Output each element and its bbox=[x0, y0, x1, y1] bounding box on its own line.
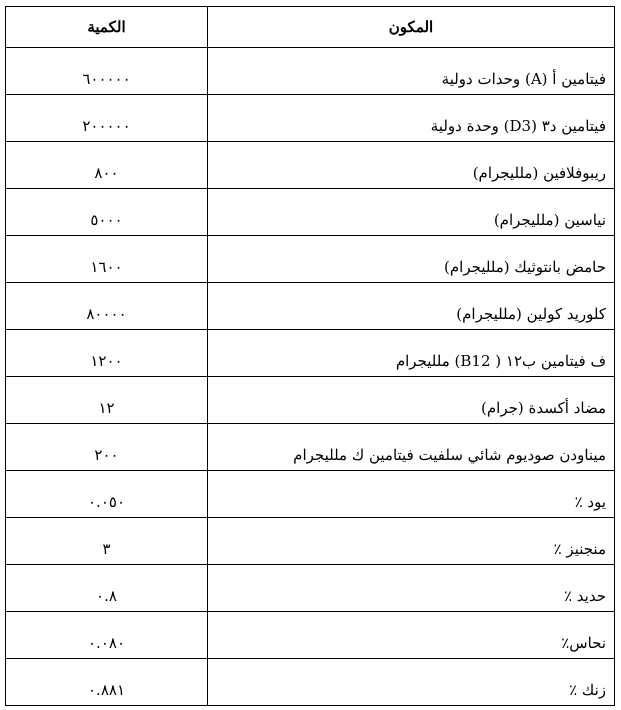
quantity-column-header: الكمية bbox=[6, 7, 208, 48]
quantity-cell: ٨٠٠٠٠ bbox=[6, 283, 208, 330]
quantity-cell: ١٢ bbox=[6, 377, 208, 424]
component-cell: حديد ٪ bbox=[208, 565, 615, 612]
quantity-cell: ٢٠٠ bbox=[6, 424, 208, 471]
header-row bbox=[6, 7, 615, 48]
table-row bbox=[6, 612, 615, 659]
component-cell: فيتامين د٣ (D3) وحدة دولية bbox=[208, 95, 615, 142]
table-row bbox=[6, 377, 615, 424]
quantity-cell: ٨٠٠ bbox=[6, 142, 208, 189]
table-body bbox=[6, 48, 615, 706]
table-header bbox=[6, 7, 615, 48]
component-cell: نحاس٪ bbox=[208, 612, 615, 659]
component-cell: فيتامين أ (A) وحدات دولية bbox=[208, 48, 615, 95]
quantity-cell: ١٢٠٠ bbox=[6, 330, 208, 377]
table-row bbox=[6, 471, 615, 518]
table-row bbox=[6, 236, 615, 283]
table-row bbox=[6, 283, 615, 330]
quantity-cell: ٢٠٠٠٠٠ bbox=[6, 95, 208, 142]
quantity-cell: ٥٠٠٠ bbox=[6, 189, 208, 236]
quantity-cell: ٠.٠٥٠ bbox=[6, 471, 208, 518]
component-cell: ريبوفلافين (ملليجرام) bbox=[208, 142, 615, 189]
quantity-cell: ٦٠٠٠٠٠ bbox=[6, 48, 208, 95]
component-cell: يود ٪ bbox=[208, 471, 615, 518]
component-cell: منجنيز ٪ bbox=[208, 518, 615, 565]
table-row bbox=[6, 565, 615, 612]
quantity-cell: ٣ bbox=[6, 518, 208, 565]
component-cell: نياسين (ملليجرام) bbox=[208, 189, 615, 236]
component-cell: زنك ٪ bbox=[208, 659, 615, 706]
component-cell: حامض بانتوثيك (ملليجرام) bbox=[208, 236, 615, 283]
table-row bbox=[6, 659, 615, 706]
component-cell: مضاد أكسدة (جرام) bbox=[208, 377, 615, 424]
table-row bbox=[6, 424, 615, 471]
ingredients-table bbox=[5, 6, 615, 706]
component-cell: كلوريد كولين (ملليجرام) bbox=[208, 283, 615, 330]
quantity-cell: ٠.٨٨١ bbox=[6, 659, 208, 706]
component-cell: ف فيتامين ب١٢ ( B12) ملليجرام bbox=[208, 330, 615, 377]
component-cell: ميناودن صوديوم شائي سلفيت فيتامين ك ملليجرام bbox=[208, 424, 615, 471]
table-row bbox=[6, 48, 615, 95]
table-row bbox=[6, 142, 615, 189]
table-row bbox=[6, 95, 615, 142]
table-row bbox=[6, 189, 615, 236]
quantity-cell: ٠.٨ bbox=[6, 565, 208, 612]
table-row bbox=[6, 330, 615, 377]
component-column-header: المكون bbox=[208, 7, 615, 48]
table-row bbox=[6, 518, 615, 565]
quantity-cell: ٠.٠٨٠ bbox=[6, 612, 208, 659]
quantity-cell: ١٦٠٠ bbox=[6, 236, 208, 283]
